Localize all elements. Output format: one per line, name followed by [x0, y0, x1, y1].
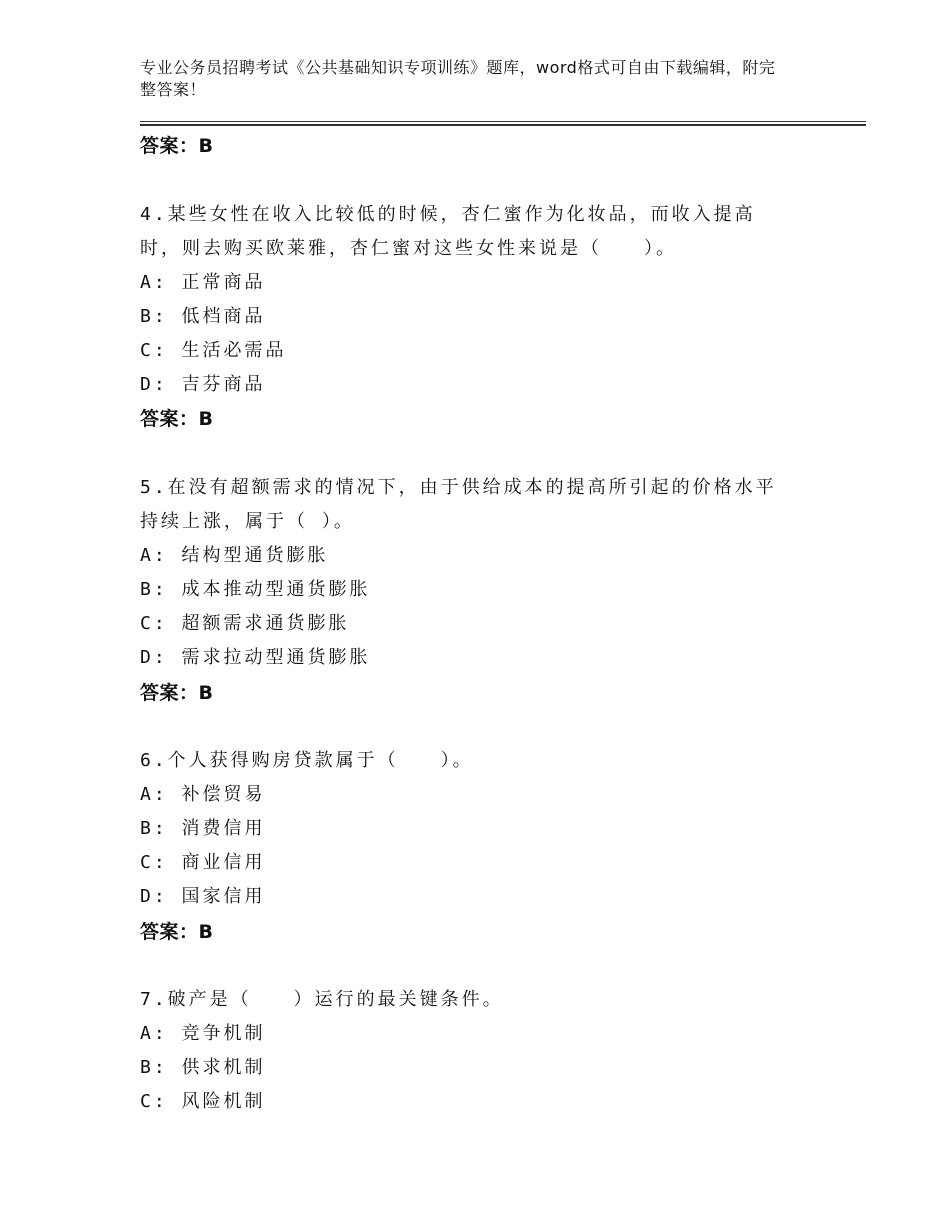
header-divider-thick: [140, 124, 866, 126]
option-c: C: 商业信用: [140, 852, 266, 873]
option-d: D: 吉芬商品: [140, 374, 266, 395]
page-header: 专业公务员招聘考试《公共基础知识专项训练》题库，word格式可自由下载编辑，附完整答案！: [140, 58, 776, 99]
option-a: A: 竞争机制: [140, 1023, 266, 1044]
answer-line: 答案：B: [140, 682, 214, 704]
answer-line: 答案：B: [140, 135, 214, 157]
question-stem: 5.在没有超额需求的情况下，由于供给成本的提高所引起的价格水平: [140, 477, 777, 498]
option-d: D: 国家信用: [140, 886, 266, 907]
question-stem: 6.个人获得购房贷款属于（ ）。: [140, 750, 474, 771]
question-stem: 4.某些女性在收入比较低的时候，杏仁蜜作为化妆品，而收入提高: [140, 204, 756, 225]
option-c: C: 超额需求通货膨胀: [140, 613, 350, 634]
option-a: A: 正常商品: [140, 272, 266, 293]
option-b: B: 供求机制: [140, 1057, 266, 1078]
question-stem: 持续上涨，属于（ ）。: [140, 511, 355, 532]
option-a: A: 结构型通货膨胀: [140, 545, 329, 566]
option-c: C: 风险机制: [140, 1091, 266, 1112]
option-c: C: 生活必需品: [140, 340, 287, 361]
answer-line: 答案：B: [140, 921, 214, 943]
header-divider: [140, 121, 866, 122]
option-b: B: 消费信用: [140, 818, 266, 839]
answer-line: 答案：B: [140, 408, 214, 430]
option-a: A: 补偿贸易: [140, 784, 266, 805]
question-stem: 时，则去购买欧莱雅，杏仁蜜对这些女性来说是（ ）。: [140, 238, 677, 259]
option-d: D: 需求拉动型通货膨胀: [140, 647, 371, 668]
option-b: B: 成本推动型通货膨胀: [140, 579, 371, 600]
option-b: B: 低档商品: [140, 306, 266, 327]
question-stem: 7.破产是（ ）运行的最关键条件。: [140, 989, 504, 1010]
